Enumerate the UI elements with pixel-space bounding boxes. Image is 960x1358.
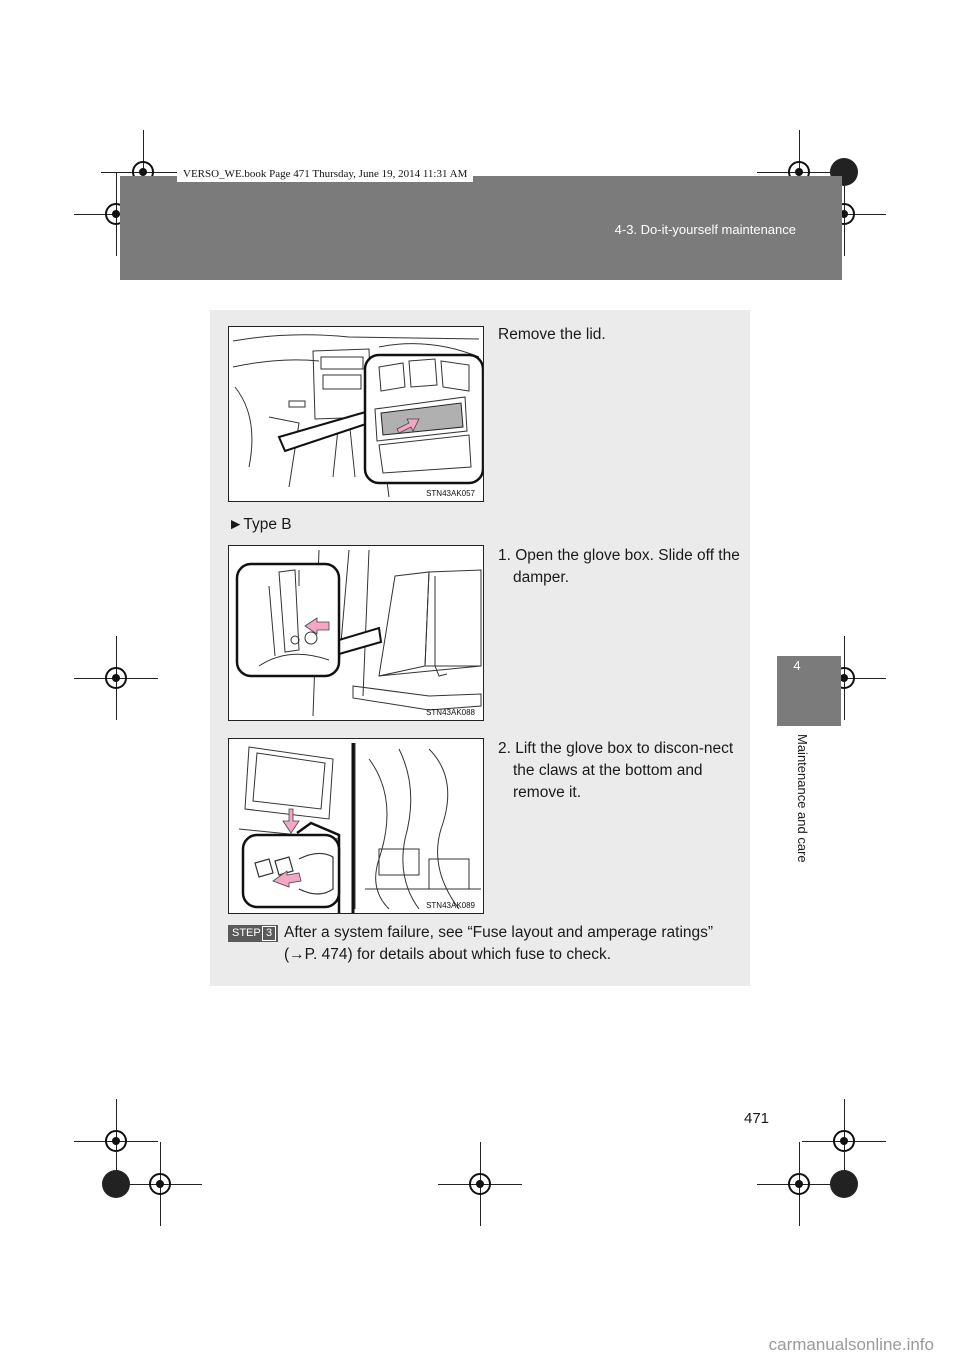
type-label: ►Type B [228, 516, 292, 533]
figure-glove-box-damper [228, 545, 484, 721]
step-badge [228, 925, 278, 942]
chapter-title: Maintenance and care [795, 734, 810, 863]
glove-box-illustration [229, 546, 484, 721]
step-text: After a system failure, see “Fuse layout and amperage ratings” (→P. 474) for details about which fuse to check. [284, 924, 714, 963]
figure-code: STN43AK088 [426, 708, 475, 717]
step-badge-label: STEP [232, 927, 261, 939]
step-number: 3 [262, 926, 276, 941]
figure-code: STN43AK057 [426, 489, 475, 498]
figure-remove-lid [228, 326, 484, 502]
dashboard-illustration [229, 327, 484, 502]
chapter-number: 4 [793, 658, 801, 673]
figure-code: STN43AK089 [426, 901, 475, 910]
watermark: carmanualsonline.info [768, 1335, 934, 1354]
page-number: 471 [744, 1110, 770, 1127]
section-title: 4-3. Do-it-yourself maintenance [614, 222, 796, 237]
instruction-open-glove-box: 1. Open the glove box. Slide off the damper. [498, 547, 740, 586]
claws-illustration [229, 739, 484, 914]
print-stamp: VERSO_WE.book Page 471 Thursday, June 19, 2014 11:31 AM [177, 166, 473, 182]
figure-remove-glove-box [228, 738, 484, 914]
instruction-remove-lid: Remove the lid. [498, 326, 606, 343]
instruction-lift-glove-box: 2. Lift the glove box to discon-nect the claws at the bottom and remove it. [498, 740, 734, 801]
